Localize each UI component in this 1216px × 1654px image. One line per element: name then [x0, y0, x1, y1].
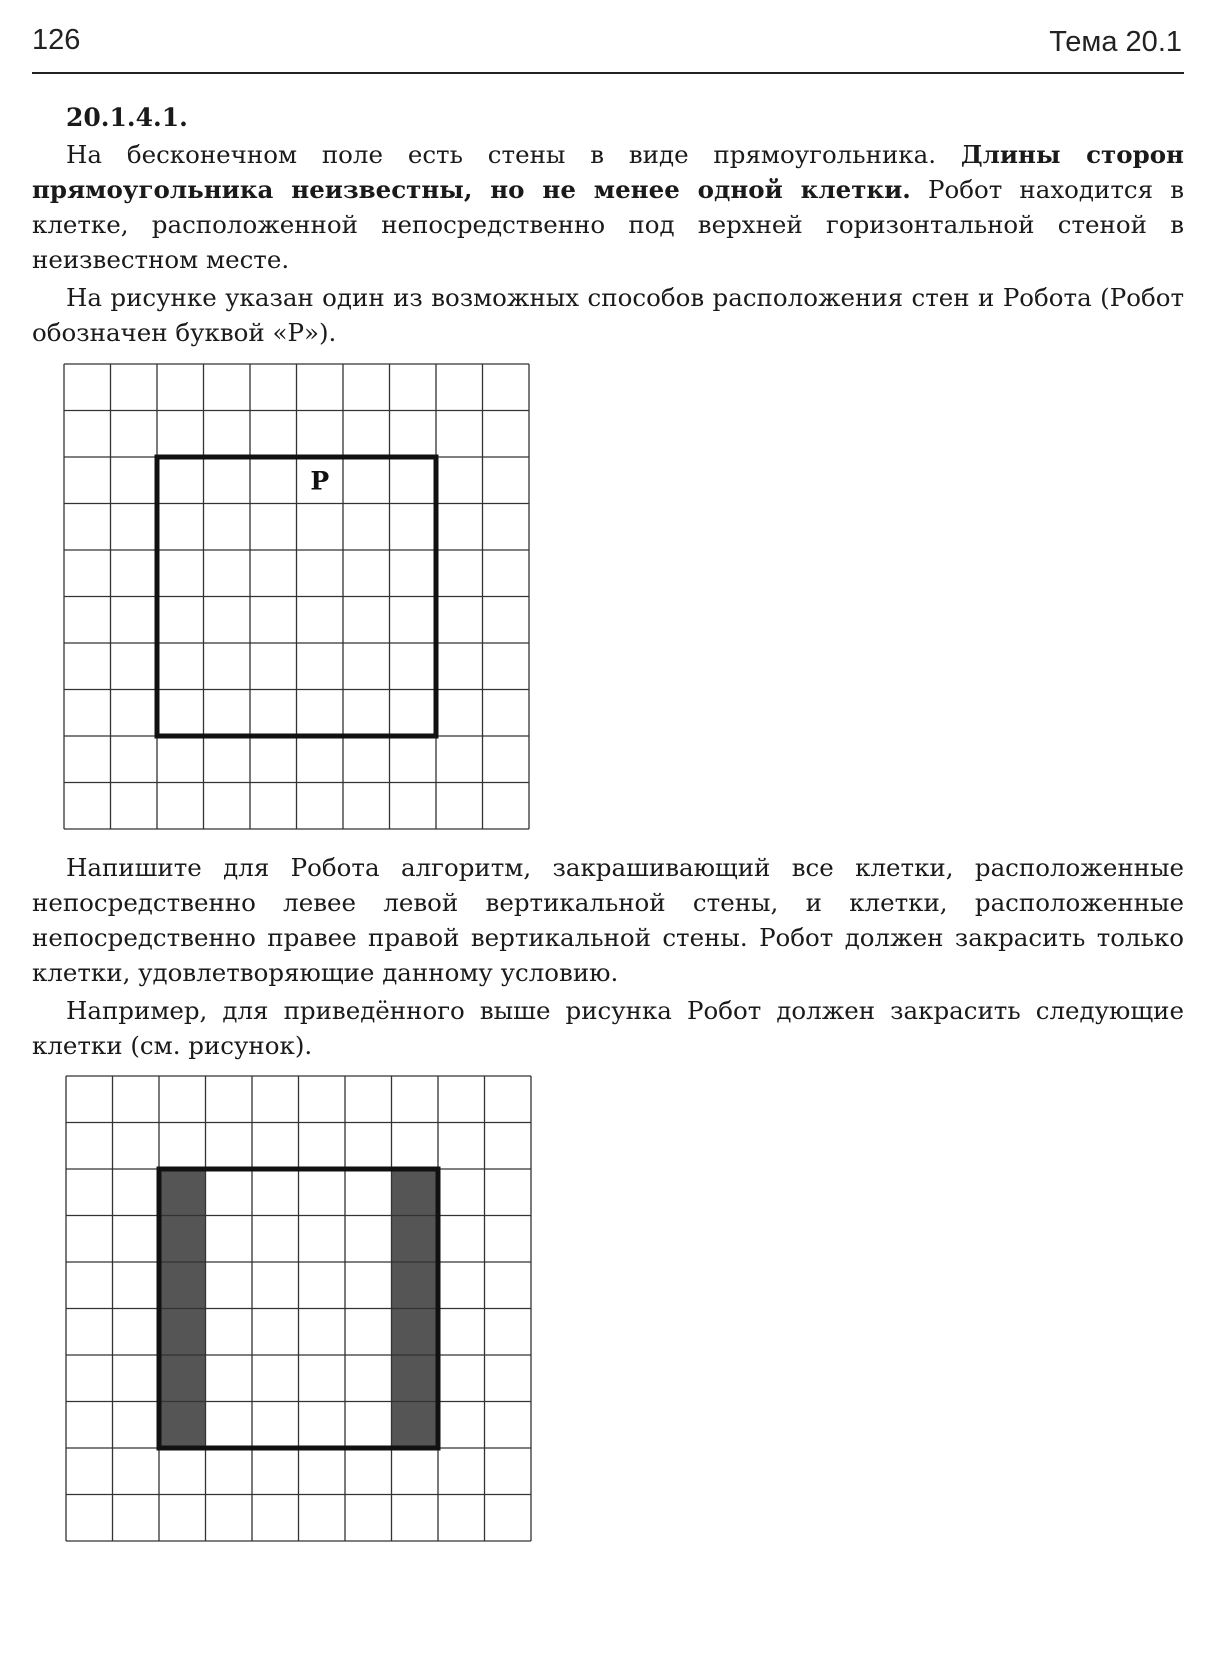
- topic-title: Тема 20.1: [1049, 26, 1182, 58]
- figure-result-field: [62, 1072, 542, 1550]
- problem-number: 20.1.4.1.: [66, 103, 188, 132]
- shaded-cell: [159, 1169, 206, 1216]
- paragraph-example: Например, для приведённого выше рисунка Робот должен закрасить следующие клетки (см. рисунок).: [32, 996, 1184, 1060]
- shaded-cell: [392, 1309, 439, 1356]
- paragraph-task: Напишите для Робота алгоритм, закрашивающий все клетки, расположенные непосредственно левее левой вертикальной стены, и клетки, расположенные непосредственно правее правой вертикальной стены. Робот должен закрасить только клетки, удовлетворяющие данному условию.: [32, 853, 1184, 987]
- problem-statement: [32, 100, 1184, 350]
- page-number: 126: [32, 24, 81, 56]
- header-divider: [32, 72, 1184, 74]
- robot-marker: Р: [310, 466, 330, 496]
- shaded-cell: [159, 1355, 206, 1402]
- paragraph-conditions: [32, 137, 1184, 277]
- shaded-cell: [392, 1402, 439, 1449]
- shaded-cell: [392, 1355, 439, 1402]
- shaded-cell: [159, 1262, 206, 1309]
- shaded-cell: [159, 1402, 206, 1449]
- shaded-cell: [392, 1262, 439, 1309]
- paragraph-conditions-bold: Длины сторон прямоугольника неизвестны, но не менее одной клетки.: [32, 140, 1184, 204]
- shaded-cell: [392, 1216, 439, 1263]
- paragraph-conditions-end: Робот находится в клетке, расположенной непосредственно под верхней горизонтальной стеной в неизвестном месте.: [32, 175, 1184, 274]
- paragraph-figure-note: На рисунке указан один из возможных способов расположения стен и Робота (Робот обозначен буквой «Р»).: [32, 283, 1184, 347]
- paragraph-conditions-start: На бесконечном поле есть стены в виде прямоугольника.: [66, 140, 961, 169]
- shaded-cell: [392, 1169, 439, 1216]
- shaded-cell: [159, 1309, 206, 1356]
- task-statement: [32, 850, 1184, 1063]
- figure-initial-field: [60, 360, 540, 838]
- shaded-cell: [159, 1216, 206, 1263]
